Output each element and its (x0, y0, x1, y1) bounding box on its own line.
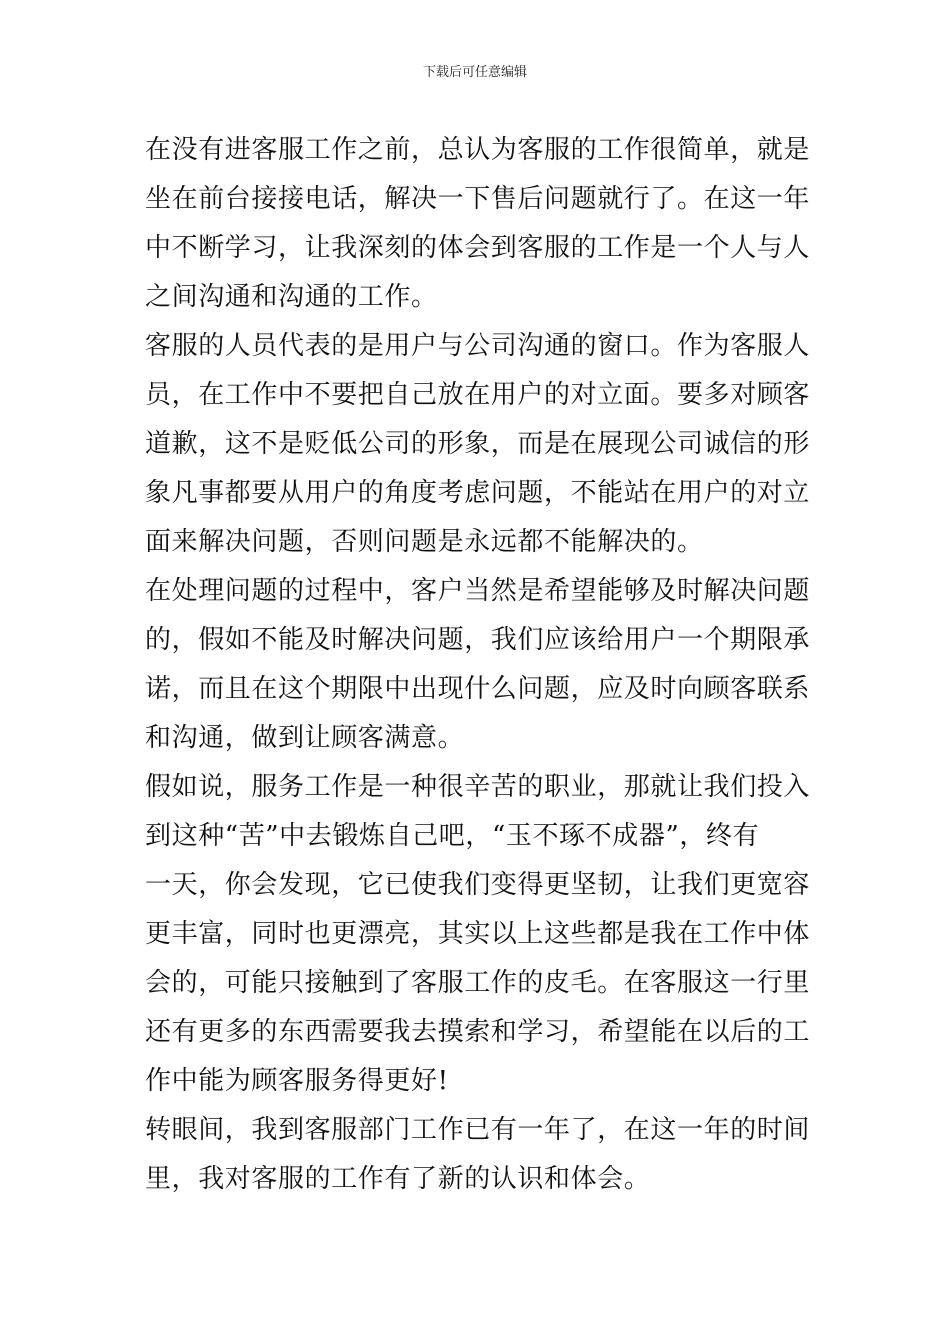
text-line: 在没有进客服工作之前，总认为客服的工作很简单，就是 (145, 135, 811, 165)
text-line: 象凡事都要从用户的角度考虑问题，不能站在用户的对立 (145, 478, 811, 508)
text-line: 道歉，这不是贬低公司的形象，而是在展现公司诚信的形 (145, 429, 811, 459)
text-line: 面来解决问题，否则问题是永远都不能解决的。 (145, 527, 704, 557)
text-line: 转眼间，我到客服部门工作已有一年了，在这一年的时间 (145, 1115, 811, 1145)
text-line: 诺，而且在这个期限中出现什么问题，应及时向顾客联系 (145, 674, 811, 704)
document-body (145, 126, 810, 1204)
text-line: 一天，你会发现，它已使我们变得更坚韧，让我们更宽容 (145, 870, 811, 900)
text-line: 作中能为顾客服务得更好! (145, 1066, 449, 1096)
text-line: 的，假如不能及时解决问题，我们应该给用户一个期限承 (145, 625, 811, 655)
text-line: 会的，可能只接触到了客服工作的皮毛。在客服这一行里 (145, 968, 811, 998)
text-line: 和沟通，做到让顾客满意。 (145, 723, 465, 753)
text-line: 里，我对客服的工作有了新的认识和体会。 (145, 1164, 651, 1194)
text-line: 员，在工作中不要把自己放在用户的对立面。要多对顾客 (145, 380, 811, 410)
page-header: 下载后可任意编辑 (422, 65, 527, 80)
text-line: 之间沟通和沟通的工作。 (145, 282, 438, 312)
text-line: 在处理问题的过程中，客户当然是希望能够及时解决问题 (145, 576, 811, 606)
text-line: 还有更多的东西需要我去摸索和学习，希望能在以后的工 (145, 1017, 811, 1047)
text-line: 中不断学习，让我深刻的体会到客服的工作是一个人与人 (145, 233, 811, 263)
text-line: 坐在前台接接电话，解决一下售后问题就行了。在这一年 (145, 184, 811, 214)
text-line: 假如说，服务工作是一种很辛苦的职业，那就让我们投入 (145, 772, 811, 802)
text-line: 到这种“苦”中去锻炼自己吧，“玉不琢不成器”，终有 (145, 821, 760, 851)
text-line: 客服的人员代表的是用户与公司沟通的窗口。作为客服人 (145, 331, 811, 361)
text-line: 更丰富，同时也更漂亮，其实以上这些都是我在工作中体 (145, 919, 811, 949)
